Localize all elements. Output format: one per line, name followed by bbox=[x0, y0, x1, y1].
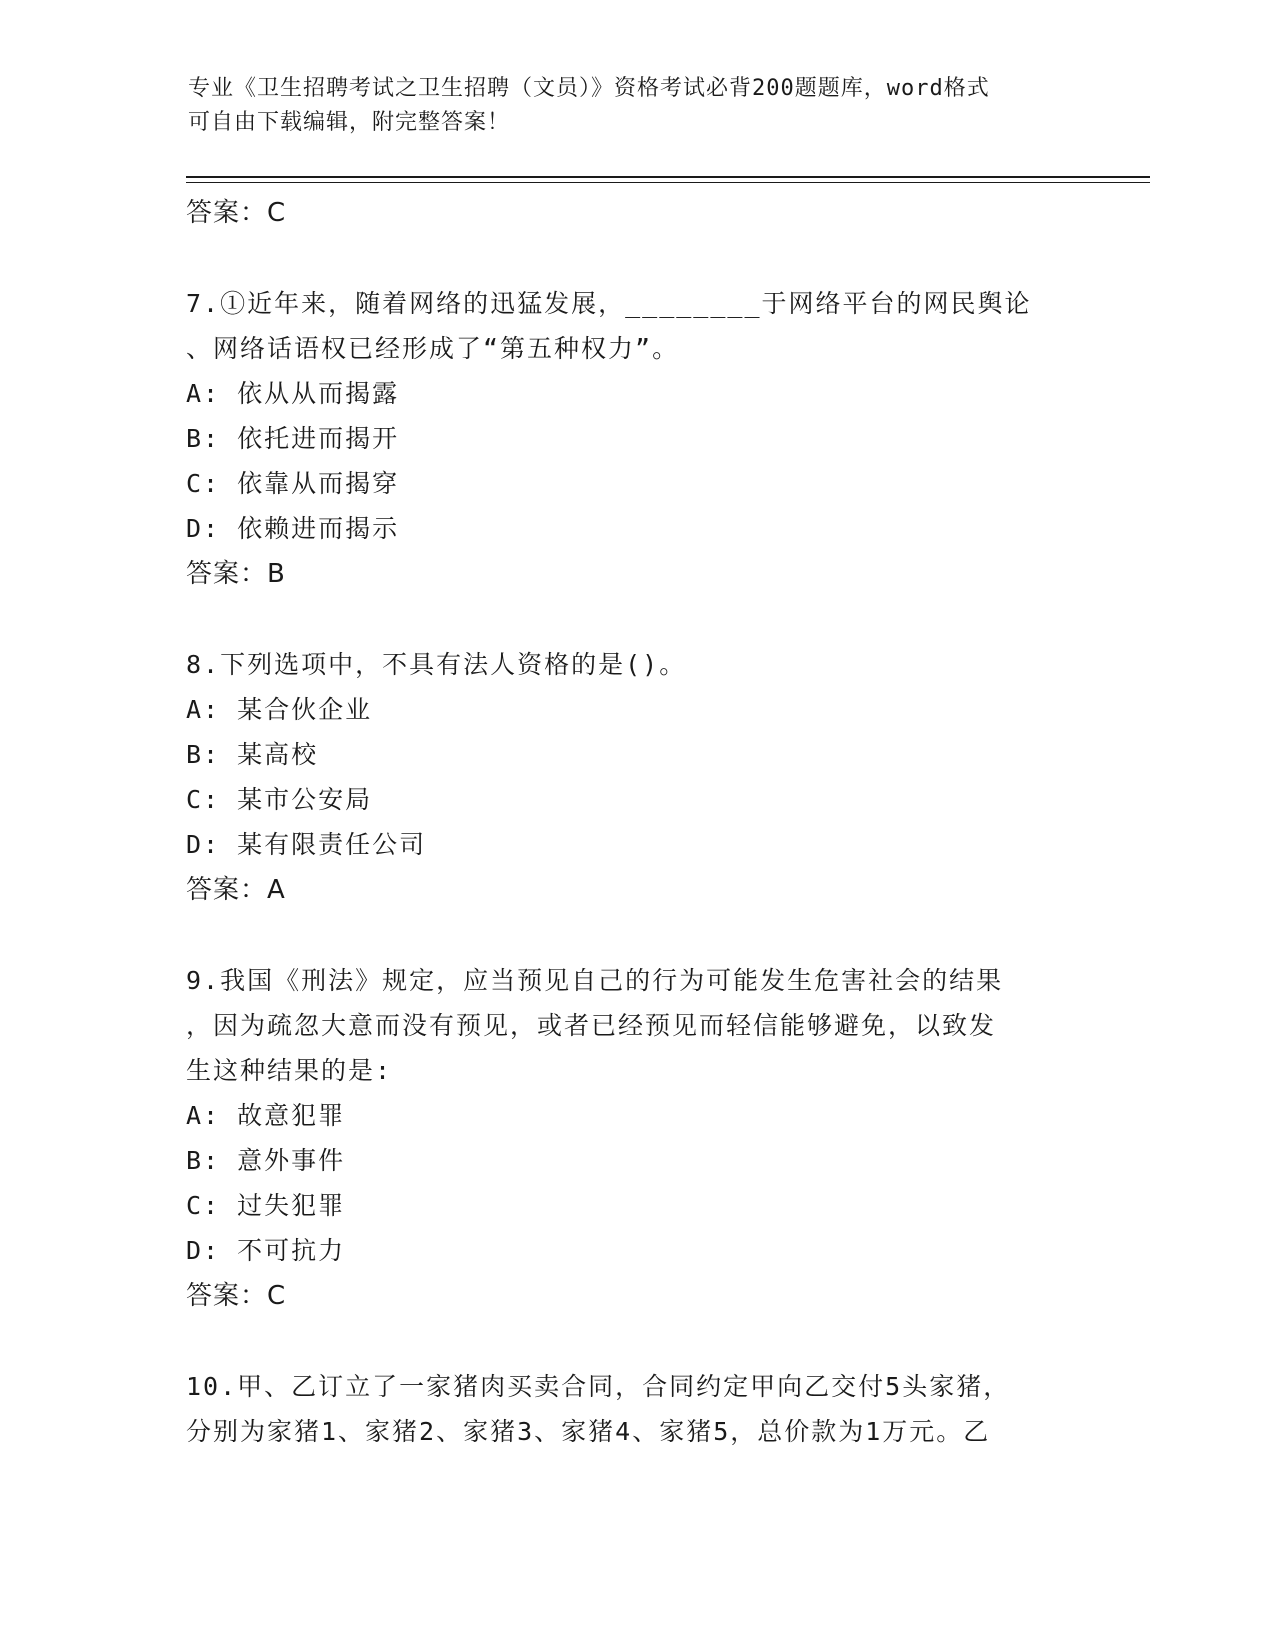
question-text-line: 7.①近年来，随着网络的迅猛发展，________于网络平台的网民舆论 bbox=[186, 289, 1032, 318]
question-text-line: 、网络话语权已经形成了“第五种权力”。 bbox=[186, 334, 680, 363]
question-10 bbox=[186, 1364, 1086, 1454]
option-b: B: 某高校 bbox=[186, 740, 319, 769]
option-b: B: 意外事件 bbox=[186, 1146, 346, 1175]
document-body bbox=[186, 190, 1086, 1454]
header-rule-thin bbox=[186, 182, 1150, 183]
question-9 bbox=[186, 958, 1086, 1319]
previous-answer: 答案：C bbox=[186, 198, 287, 228]
answer: 答案：B bbox=[186, 559, 286, 589]
question-text-line: ，因为疏忽大意而没有预见，或者已经预见而轻信能够避免，以致发 bbox=[186, 1011, 997, 1040]
option-c: C: 过失犯罪 bbox=[186, 1191, 346, 1220]
spacer bbox=[186, 597, 1086, 642]
question-7 bbox=[186, 281, 1086, 597]
question-text-line: 分别为家猪1、家猪2、家猪3、家猪4、家猪5，总价款为1万元。乙 bbox=[186, 1417, 991, 1446]
spacer bbox=[186, 1319, 1086, 1364]
question-8 bbox=[186, 642, 1086, 913]
header-line-1: 专业《卫生招聘考试之卫生招聘（文员）》资格考试必背200题题库，word格式 bbox=[188, 76, 990, 101]
spacer bbox=[186, 913, 1086, 958]
option-c: C: 依靠从而揭穿 bbox=[186, 469, 400, 498]
option-d: D: 某有限责任公司 bbox=[186, 830, 427, 859]
option-a: A: 某合伙企业 bbox=[186, 695, 373, 724]
question-text-line: 10.甲、乙订立了一家猪肉买卖合同，合同约定甲向乙交付5头家猪， bbox=[186, 1372, 1011, 1401]
option-b: B: 依托进而揭开 bbox=[186, 424, 400, 453]
option-a: A: 依从从而揭露 bbox=[186, 379, 400, 408]
answer: 答案：A bbox=[186, 875, 286, 905]
question-text-line: 8.下列选项中，不具有法人资格的是()。 bbox=[186, 650, 687, 679]
header-line-2: 可自由下载编辑，附完整答案！ bbox=[188, 110, 511, 135]
question-text-line: 9.我国《刑法》规定，应当预见自己的行为可能发生危害社会的结果 bbox=[186, 966, 1004, 995]
question-text-line: 生这种结果的是: bbox=[186, 1056, 393, 1085]
option-a: A: 故意犯罪 bbox=[186, 1101, 346, 1130]
option-d: D: 不可抗力 bbox=[186, 1236, 346, 1265]
header-rule-thick bbox=[186, 176, 1150, 178]
spacer bbox=[186, 236, 1086, 281]
answer: 答案：C bbox=[186, 1281, 287, 1311]
document-header bbox=[188, 72, 1088, 140]
option-d: D: 依赖进而揭示 bbox=[186, 514, 400, 543]
option-c: C: 某市公安局 bbox=[186, 785, 373, 814]
